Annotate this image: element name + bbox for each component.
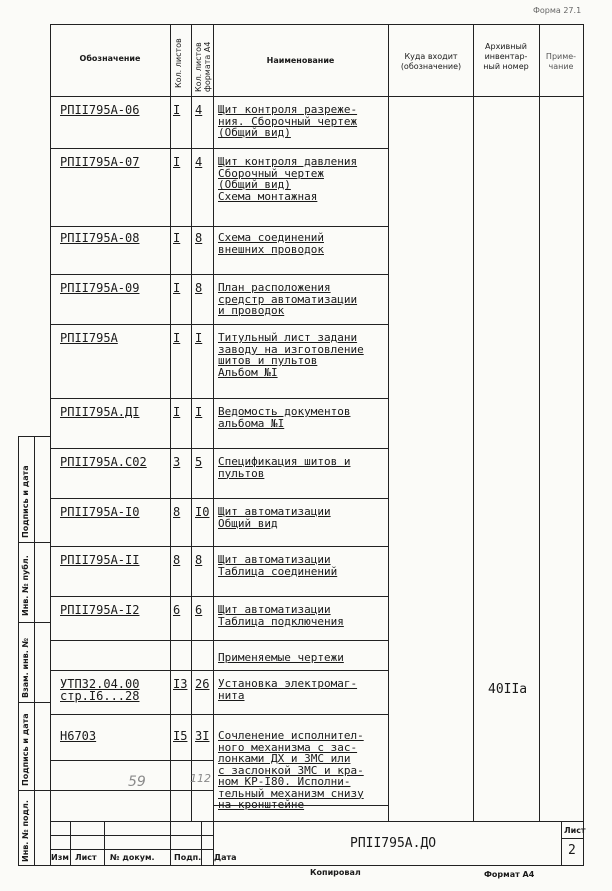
row-designation: Н6703 [60, 729, 97, 743]
row-designation: РПII795А-06 [60, 103, 140, 117]
row-name-line: пультов [218, 466, 265, 480]
row-a4-count: 8 [195, 231, 203, 245]
col-sheet: Лист [75, 853, 97, 862]
row-a4-count: 4 [195, 155, 203, 169]
row-sheets: I [173, 231, 181, 245]
row-designation: РПII795А-I0 [60, 505, 140, 519]
footer-format: Формат А4 [484, 870, 535, 879]
row-name-line: Щит контроля давления [218, 155, 358, 168]
stamp-signature-date-2: Подпись и дата [21, 713, 30, 786]
header-archive: Архивный инвентар- ный номер [483, 42, 529, 71]
row-name-line: Щит автоматизации [218, 553, 331, 566]
row-sheets: I [173, 155, 181, 169]
row-sheets: 8 [173, 505, 181, 519]
row-sheets: 8 [173, 553, 181, 567]
row-name-line: шитов и пультов [218, 354, 318, 367]
row-designation: РПII795А-07 [60, 155, 140, 169]
row-name-line: внешних проводок [218, 242, 324, 256]
row-sheets: 3 [173, 455, 181, 469]
row-name-line: Применяемые чертежи [218, 651, 344, 664]
col-date: Дата [214, 853, 237, 862]
row-name-line: альбома №I [218, 416, 285, 430]
row-designation: РПII795А.ДI [60, 405, 140, 419]
header-a4-count: Кол. листов формата А4 [194, 41, 212, 92]
row-name-line: средстр автоматизации [218, 292, 358, 306]
row-name-line: Ведомость документов [218, 405, 351, 418]
row-name-line: Таблица соединений [218, 564, 338, 578]
row-sheets: I [173, 103, 181, 117]
form-label: Форма 27.1 [533, 6, 582, 15]
row-name-line: и проводок [218, 304, 285, 317]
row-name-line: Общий вид [218, 516, 278, 530]
col-rev: Изм [51, 853, 69, 862]
header-sheets: Кол. листов [174, 38, 183, 88]
pencil-note-left: 59 [128, 774, 146, 790]
row-designation: РПII795А [60, 331, 118, 345]
header-name: Наименование [266, 56, 335, 65]
sheet-number: 2 [568, 843, 576, 858]
row-a4-count: 8 [195, 553, 203, 567]
header-where-used: Куда входит (обозначение) [400, 52, 462, 71]
row-name-line: Спецификация шитов и [218, 455, 351, 468]
row-name-line: Схема монтажная [218, 189, 318, 203]
row-designation-extra: стр.I6...28 [60, 689, 140, 703]
stamp-replace-inv: Взам. инв. № [21, 637, 30, 698]
document-code: РПII795А.ДО [350, 836, 437, 851]
stamp-inv-dup: Инв. № публ. [21, 555, 30, 616]
header-note: Приме- чание [545, 52, 577, 71]
row-a4-count: 4 [195, 103, 203, 117]
row-name-line: (Общий вид) [218, 126, 291, 139]
row-sheets: I [173, 331, 181, 345]
row-a4-count: 5 [195, 455, 203, 469]
row-name-line: ного механизма с зас- [218, 740, 358, 754]
row-sheets: I [173, 405, 181, 419]
row-sheets: I3 [173, 677, 188, 691]
row-name-line: тельный механизм снизу [218, 786, 364, 800]
pencil-note-right: 112 [190, 772, 211, 785]
row-archive: 40IIа [488, 682, 528, 697]
row-designation: РПII795А-09 [60, 281, 140, 295]
row-name-line: Сборочный чертеж [218, 166, 324, 180]
row-name-line: Схема соединений [218, 231, 324, 244]
row-name-line: лонками ДХ и ЗМС или [218, 752, 351, 765]
col-signature: Подп. [174, 853, 202, 862]
row-name-line: ния. Сборочный чертеж [218, 114, 358, 128]
row-name-line: нита [218, 688, 245, 702]
row-designation: РПII795А-08 [60, 231, 140, 245]
row-name-line: Щит автоматизации [218, 603, 331, 616]
row-a4-count: 6 [195, 603, 203, 617]
row-a4-count: I [195, 405, 203, 419]
row-name-line: Установка электромаг- [218, 677, 358, 690]
row-name-line: План расположения [218, 281, 331, 294]
row-name-line: Таблица подключения [218, 614, 344, 628]
row-a4-count: I0 [195, 505, 210, 519]
col-doc-number: № докум. [110, 853, 155, 862]
row-name-line: Щит автоматизации [218, 505, 331, 518]
row-designation: УТП32.04.00 [60, 677, 140, 691]
stamp-signature-date-1: Подпись и дата [21, 465, 30, 538]
row-a4-count: 26 [195, 677, 210, 691]
row-a4-count: I [195, 331, 203, 345]
sheet-label: Лист [564, 826, 586, 835]
row-sheets: 6 [173, 603, 181, 617]
row-designation: РПII795А-II [60, 553, 140, 567]
row-designation: РПII795А.С02 [60, 455, 147, 469]
row-name-line: Сочленение исполнител- [218, 729, 364, 742]
row-name-line: с заслонкой ЗМС и кра- [218, 763, 364, 777]
header-designation: Обозначение [79, 54, 141, 63]
row-a4-count: 3I [195, 729, 210, 743]
row-name-line: ном КР-I80. Исполни- [218, 775, 351, 788]
row-name-line: Альбом №I [218, 365, 278, 379]
stamp-inv-orig: Инв. № подл. [21, 800, 30, 862]
row-name-line: Титульный лист задани [218, 331, 358, 344]
row-name-line: на кронштейне [218, 798, 305, 811]
row-name-line: (Общий вид) [218, 178, 291, 191]
row-sheets: I [173, 281, 181, 295]
row-name-line: заводу на изготовление [218, 342, 364, 356]
row-sheets: I5 [173, 729, 188, 743]
row-designation: РПII795А-I2 [60, 603, 140, 617]
footer-copied: Копировал [310, 868, 361, 877]
row-a4-count: 8 [195, 281, 203, 295]
row-name-line: Щит контроля разреже- [218, 103, 358, 116]
